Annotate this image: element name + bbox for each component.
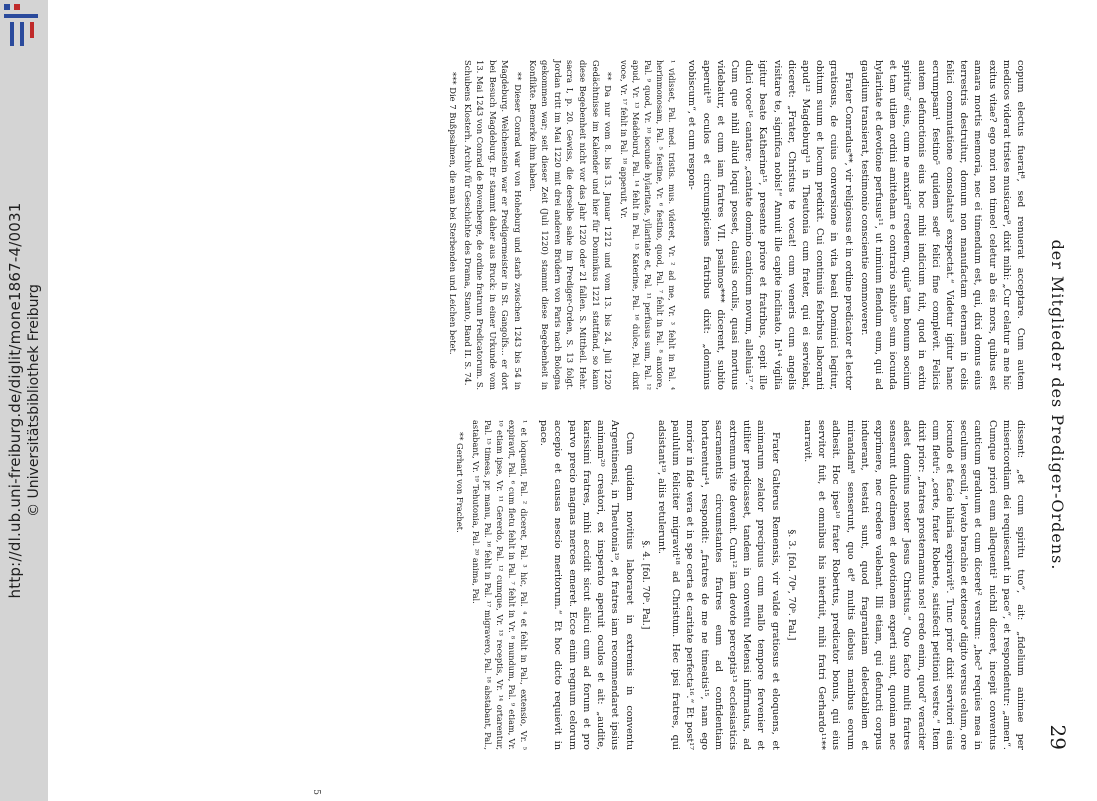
left-column xyxy=(444,60,1027,390)
viewer-left-margin xyxy=(0,0,48,801)
paragraph: Frater Galterus Remensis, vir valde gratiosus et eloquens, et animarum zelator precipuus cum mallo tempore fervenier et utiliter predicasset, tandem in conventu Metensi infirmatus, ad extremum vite devenit. Cum¹² iam devote perceptis¹³ ecclesiasticis sacramentis circumstantes fratres eum ad confidentiam hortarentur¹⁴, respondit: „fratres de me ne timeatis¹⁵, nam ego morior in fide vera et in spe certa et caritate perfecta¹⁶.“ Et post¹⁷ paululum feliciter migravit¹⁸ ad Christum. Hec ipsi fratres, qui adsistant¹⁹, aliis retulerunt. xyxy=(655,420,781,750)
copyright-notice: © Universitätsbibliothek Freiburg xyxy=(26,284,42,517)
paragraph: copum electus fuerat⁸, sed renuerat acceptare. Cum autem medicos viderat tristes musicare⁹, dixit mihi: „Cur celatur a me hic exitus vitae? ego mori non timeo! celetur ab eis mors, quibus est amara mortis memoria, nec ei timendum est, qui, dixi domus eius terrestris destruitur, domum non manufactam eternam in celis felici commutatione consolatus³ exspectat.“ Videtur igitur hanc ecrumpsam¹ festino⁵ quidem sed⁶ felici fine complevit. Felicis autem defunctionis eius hoc mihi indicium fuit, quod in exitu spiritus⁷ eius, cum ne anxiari⁸ crederem, quia⁹ tam bonum socium et tam utilem ordini amitteham e contrario subito¹⁰ sum iocunda hylaritate et devotione perfusus¹¹, ut nimium flendum eum, qui ad gaudium transierat, testimonio conscientie commoverer. xyxy=(858,60,1026,390)
page-number: 29 xyxy=(1046,724,1070,750)
source-url[interactable]: http://dl.ub.uni-freiburg.de/diglit/mone1867-4/0031 xyxy=(6,202,24,599)
notes xyxy=(446,60,614,390)
paragraph: dissent: „et cum spiritu tuo“, ait: „fidelium animae per misericordiam dei requiescant in pace“, et respondentur: „amen“. Cumque priori eum allequenti¹ nichil diceret, incepit conventus canticum graduum et cum diceret² versum: „hec³ requies mea in seculum seculi,“ levato brachio et extenso⁴ digito versus celum, ore iocundo et facie hilaria expiravit⁵. Tunc prior dixit servitori eius cum fletu⁶: „certe, frater Roberte, satisfecit petitioni vestre.“ Item dixit prior: „fratres prosternamus nos! credo enim, quod⁷ veraciter adest dominus noster Jesus Christus.“ Quo facto multi fratres senserunt dulcedinem et devotionem experti sunt, quoniam nec exprimere, nec credere valebant. Illi etiam, qui defuncti corpus induerant, testati sunt, quod fragrantiam delectabilem et mirandam⁸ senserunt, quo et⁹ multis diebus manibus eorum adhesit. Hoc ipse¹⁰ frater Robertus, predicator bonus, qui eius servitor fuit, et omnibus his interfuit, mihi fratri Gerhardo¹¹** narravit. xyxy=(801,420,1026,750)
note-text: ** Dieser Conrad war von Hoheburg und starb zwischen 1243 bis 54 in Magdeburg. Welchenstein war er Predigermeister in St. Gangolfs... er dort bei Besuch Magdeburg. Er stammt daher aus Bruck: in einer Urkunde vom 13. Mai 1243 von Conrad de Bovenberge, de ordine fratrum Predicatorum. S. Schubens Klosterh. Archiv für Geschichte des Drama, Stanto, Band II. S. 74. xyxy=(462,60,523,390)
footnote-text: ¹ et loquenti, Pal. ² diceret, Pal. ³ hic, Pal. ⁴ et fehlt in Pal., extensio, Vr. ⁵ expiravit, Pal. ⁶ cum fletu fehlt in Pal. ⁷ fehlt in Vr. ⁸ mundum, Pal. ⁹ etiam, Vr. ¹⁰ etiam ipse, Vr. ¹¹ Gererdo, Pal. ¹² cumque, Vr. ¹³ receptis, Vr. ¹⁴ ortarentur, Pal. ¹⁵ timeas, pr. manu, Pal. ¹⁶ fehlt in Pal. ¹⁷ migravero, Pal. ¹⁸ abstabant, Pal., astabant, Vr. ¹⁹ Tehutonia, Pal. ²⁰ anima, Pal. xyxy=(471,420,530,750)
running-title: der Mitglieder des Prediger-Ordens. xyxy=(1048,239,1067,571)
edge-mark: 5 xyxy=(311,789,321,795)
page-header xyxy=(1041,60,1070,750)
paragraph: Frater Conradus**, vir religiosus et in ordine predicator et lector gratiosus, de cuius conversione in vita beati Dominici legitur, obitum suum et locum predixit. Cui continuis febribus laboranti apud¹² Magdeburg¹³ in Theutonia cum frater, qui ei serviebat, diceret: „Frater, Christus te vocat! cum veneris cum angelis visitare te, significa nobis!“ Annuit ille capite inclinato. In¹⁴ vigilia igitur beate Katherine¹⁵, presente priore et fratribus, cepit ille dulci voce¹⁶ cantare: „cantate domino canticum novum, alleluia¹⁷.“ Cum que nihil aliud loqui posset, clausis oculis, quasi mortuus videbatur, et cum iam fratres VII. psalmos*** dicerent, subito aperuit¹⁸ oculos et circumspiciens fratribus dixit: „dominus vobiscum“, et cum respon- xyxy=(686,60,854,390)
notes xyxy=(454,420,467,750)
right-column xyxy=(452,420,1028,750)
footnotes xyxy=(618,60,678,390)
section-heading: §. 4. [fol. 70ᵇ. Pal.] xyxy=(639,540,651,630)
footnotes xyxy=(470,420,530,750)
section-heading: §. 3. [fol. 70ᵃ, 70ᵇ. Pal.] xyxy=(785,529,797,641)
note-text: ** Gerhart von Frachet. xyxy=(455,432,466,533)
footnote-text: ¹ vidisset, Pal. med. tristis. mus. videret, Vr. ² ad me, Vr. ³ fehlt in Pal. ⁴ herinmonosam, Pal. ⁵ festine, Vr. ⁶ festino, quod, Pal. ⁷ fehlt in Pal. ⁸ anxiore, Pal. ⁹ quod, Vr. ¹⁰ iocunde hylaritate, yllaritate et, Pal. ¹¹ perfusus sum, Pal. ¹² apud, Vr. ¹³ Madeburd, Pal. ¹⁴ fehlt in Pal. ¹⁵ Katerine, Pal. ¹⁶ dulce, Pal. dixit voce, Vr. ¹⁷ fehlt in Pal. ¹⁸ apperuit, Vr. xyxy=(619,60,678,390)
source-url-strip xyxy=(0,0,48,801)
paragraph: Cum quidam novitius laboraret in extremis in conventu Argentinensi, in Theutonia¹⁹, et fratres iam recommendaret ipsius animam²⁰ creatori, ex insperato aperuit oculos et ait: „audite, karissimi fratres, mihi accidit sicut alicui cum ad forum et pro parvo precio magnas merces emeret. Ecce enim regnum celorum accepio et causas nescio meritorum.“ Et hoc dicto requievit in pace. xyxy=(538,420,635,750)
scanned-page xyxy=(48,0,1097,801)
note-text: *** Die 7 Bußpsalmen, die man bei Sterbenden und Leichen betet. xyxy=(448,72,458,355)
note-text: ** Da nur vom 8. bis 13. Januar 1212 und vom 13. bis 24. Juli 1220 Gedächtnisse im Kalender und hier für Dominikus 1221 stattfand, so kann diese Begebenheit nicht vor das Jahr 1220 oder 21 fallen. S. Mittheil. Hehr. sacra I, p. 20. Gewiss, die derselbe sahe im Prediger-Orden, S. 13 folgt. Jordan tritt im Mai 1220 mit drei anderen Brüdern von Paris nach Bologna gekommen war; seit dieser Zeit (Juli 1220) stammt diese Begebenheit in Konflikte. Bemerke ihm haben. xyxy=(527,60,614,390)
